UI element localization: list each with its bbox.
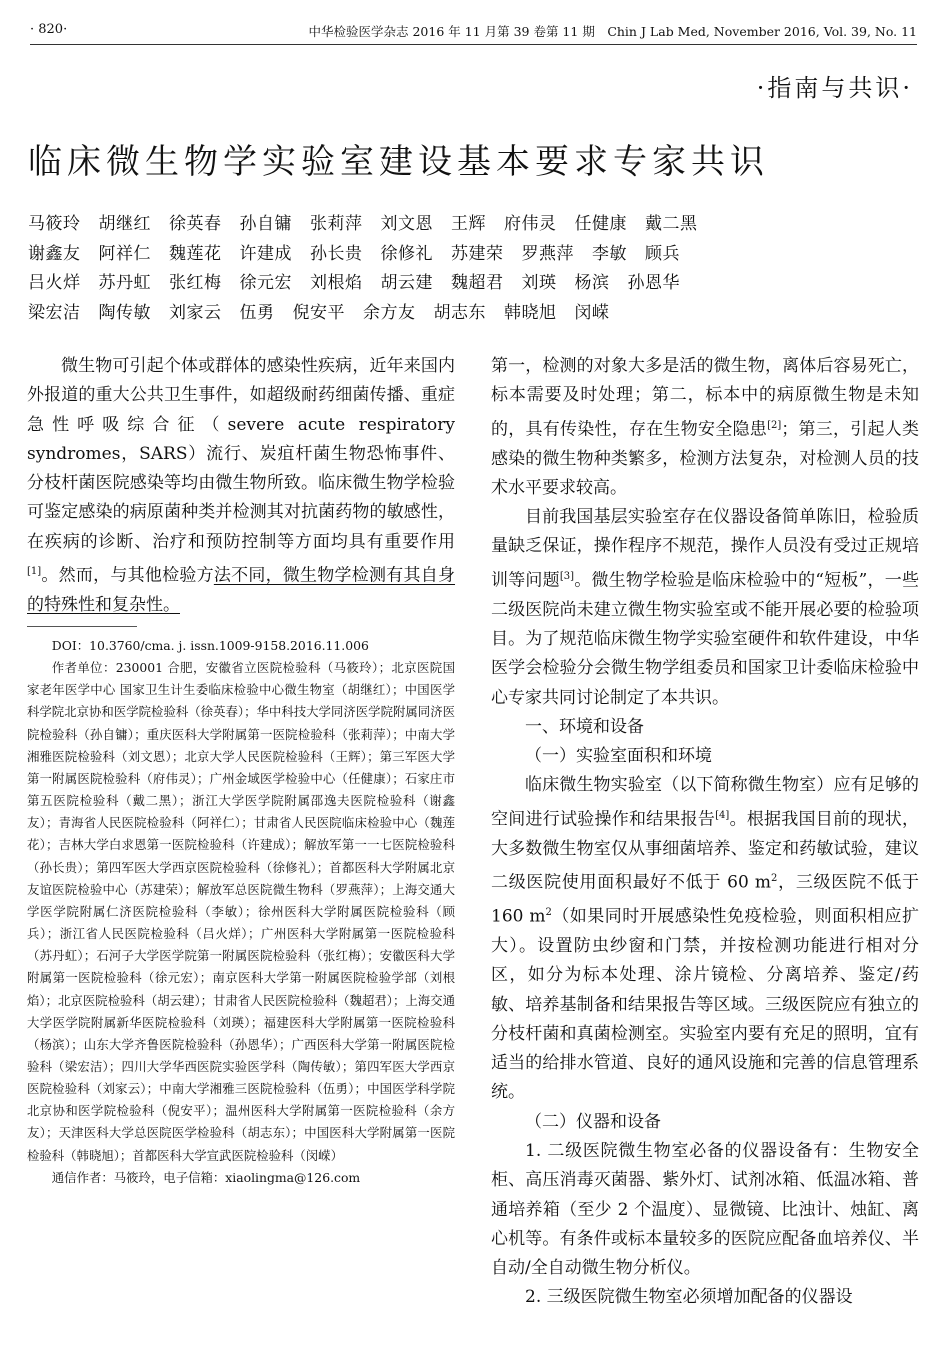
citation-ref[interactable]: [2]: [767, 419, 782, 431]
author-name: 胡继红: [98, 214, 151, 234]
author-name: 苏建荣: [451, 243, 504, 264]
author-name: 胡云建: [380, 273, 433, 294]
author-name: 张莉萍: [310, 214, 363, 234]
author-list: [28, 210, 848, 328]
paragraph-text: （如果同时开展感染性免疫检验，则面积相应扩大）。设置防虫纱窗和门禁，并按检测功能进行相对分区，如分为标本处理、涂片镜检、分离培养、鉴定/药敏、培养基制备和结果报告等区域。三级医院应有独立的分枝杆菌和真菌检测室。实验室内要有充足的照明，宜有适当的给排水管道、良好的通风设施和完善的信息管理系统。: [491, 906, 919, 1103]
author-name: 胡志东: [433, 302, 486, 323]
subsection-heading: （一）实验室面积和环境: [525, 746, 712, 767]
author-name: 孙自镛: [239, 214, 292, 234]
author-name: 刘瑛: [521, 273, 557, 294]
author-name: 府伟灵: [504, 214, 557, 234]
author-name: 伍勇: [239, 302, 275, 323]
body-paragraph: 2. 三级医院微生物室必须增加配备的仪器设: [525, 1287, 853, 1308]
correspondence: 通信作者：马筱玲，电子信箱：xiaolingma@126.com: [51, 1169, 361, 1185]
left-column: [27, 352, 455, 620]
subsection-heading: （二）仪器和设备: [525, 1111, 661, 1132]
paragraph-text: ，三级医院不低于 160 m: [491, 872, 920, 927]
author-name: 陶传敏: [98, 302, 151, 323]
footnote: [27, 635, 455, 1189]
author-name: 徐英春: [169, 214, 222, 234]
doi[interactable]: DOI：10.3760/cma. j. issn.1009-9158.2016.11.006: [51, 638, 369, 653]
author-name: 顾兵: [645, 243, 680, 264]
superscript: 2: [771, 873, 778, 885]
intro-paragraph: [27, 352, 455, 620]
paragraph-text: 第一，检测的对象大多是活的微生物，离体后容易死亡，标本需要及时处理；第二，标本中的病原微生物是未知的，具有传染性，存在生物安全隐患: [491, 356, 919, 440]
author-name: 苏丹虹: [98, 273, 151, 294]
author-name: 刘根焰: [310, 273, 363, 294]
superscript: 2: [545, 906, 552, 918]
author-name: 梁宏洁: [28, 302, 81, 323]
author-row: [28, 240, 848, 270]
section-heading: 一、环境和设备: [525, 716, 644, 737]
paragraph-text: 临床微生物实验室（以下简称微生物室）应有足够的空间进行试验操作和结果报告: [491, 775, 919, 830]
citation-ref[interactable]: [4]: [715, 809, 730, 821]
body-paragraph: [491, 771, 919, 1107]
author-name: 任健康: [574, 214, 627, 234]
author-row: [28, 299, 848, 329]
citation-ref[interactable]: [3]: [559, 570, 575, 582]
author-name: 倪安平: [292, 302, 345, 323]
paragraph-text: ；第三，引起人类感染的微生物种类繁多，检测方法复杂，对检测人员的技术水平要求较高。: [491, 419, 920, 498]
author-name: 魏莲花: [169, 243, 222, 264]
author-name: 孙长贵: [310, 243, 363, 264]
author-name: 罗燕萍: [521, 243, 574, 264]
footnote-rule: [27, 626, 137, 627]
affiliations: 作者单位：230001 合肥，安徽省立医院检验科（马筱玲）；北京医院国家老年医学中心 国家卫生计生委临床检验中心微生物室（胡继红）；中国医学科学院北京协和医学院检验科（徐英春）；华中科技大学同济医学院附属同济医院检验科（孙自镛）；重庆医科大学附属第一医院检验科（张莉萍）；中南大学湘雅医院检验科（刘文恩）；北京大学人民医院检验科（王辉）；第三军医大学第一附属医院检验科（府伟灵）；广州金域医学检验中心（任健康）；石家庄市第五医院检验科（戴二黑）；浙江大学医学院附属邵逸夫医院检验科（谢鑫友）；青海省人民医院检验科（阿祥仁）；甘肃省人民医院临床检验中心（魏莲花）；吉林大学白求恩第一医院检验科（许建成）；解放军第一一七医院检验科（孙长贵）；第四军医大学西京医院检验科（徐修礼）；首都医科大学附属北京友谊医院检验中心（苏建荣）；解放军总医院微生物科（罗燕萍）；上海交通大学医学院附属仁济医院检验科（李敏）；徐州医科大学附属医院检验科（顾兵）；浙江省人民医院检验科（吕火烊）；广州医科大学附属第一医院检验科（苏丹虹）；石河子大学医学院第一附属医院检验科（张红梅）；安徽医科大学附属第一医院检验科（徐元宏）；南京医科大学第一附属医院检验学部（刘根焰）；北京医院检验科（胡云建）；甘肃省人民医院检验科（魏超君）；上海交通大学医学院附属新华医院检验科（刘瑛）；福建医科大学附属第一医院检验科（杨滨）；山东大学齐鲁医院检验科（孙恩华）；广西医科大学第一附属医院检验科（梁宏洁）；四川大学华西医院实验医学科（陶传敏）；第四军医大学西京医院检验科（刘家云）；中南大学湘雅三医院检验科（伍勇）；中国医学科学院北京协和医学院检验科（倪安平）；温州医科大学附属第一医院检验科（余方友）；天津医科大学总医院医学检验科（胡志东）；中国医科大学附属第一医院检验科（韩晓旭）；首都医科大学宣武医院检验科（闵嵘）: [27, 660, 455, 1163]
author-name: 许建成: [239, 243, 292, 264]
paragraph-text: 。根据我国目前的现状，大多数微生物室仅从事细菌培养、鉴定和药敏试验，建议二级医院使用面积最好不低于 60 m: [491, 809, 919, 893]
author-name: 吕火烊: [28, 273, 81, 294]
paragraph-text: 。微生物学检验是临床检验中的“短板”，一些二级医院尚未建立微生物实验室或不能开展必要的检验项目。为了规范临床微生物学实验室硬件和软件建设，中华医学会检验分会微生物学组委员和国家卫计委临床检验中心专家共同讨论制定了本共识。: [491, 570, 919, 708]
running-head: [30, 20, 917, 42]
body-paragraph: 1. 二级医院微生物室必备的仪器设备有：生物安全柜、高压消毒灭菌器、紫外灯、试剂冰箱、低温冰箱、普通培养箱（至少 2 个温度）、显微镜、比浊计、烛缸、离心机等。有条件或标本量较多的医院应配备血培养仪、半自动/全自动微生物分析仪。: [491, 1141, 919, 1279]
paragraph-text: 目前我国基层实验室存在仪器设备简单陈旧，检验质量缺乏保证，操作程序不规范，操作人员没有受过正规培训等问题: [491, 507, 919, 591]
author-name: 戴二黑: [645, 214, 698, 234]
body-paragraph: [491, 503, 919, 713]
author-name: 马筱玲: [28, 214, 81, 234]
intro-text: 微生物可引起个体或群体的感染性疾病，近年来国内外报道的重大公共卫生事件，如超级耐药细菌传播、重症急性呼吸综合征（severe acute respiratory syndromes，SARS）流行、炭疽杆菌生物恐怖事件、分枝杆菌医院感染等均由微生物所致。临床微生物学检验可鉴定感染的病原菌种类并检测其对抗菌药物的敏感性，在疾病的诊断、治疗和预防控制等方面均具有重要作用: [27, 356, 455, 552]
author-name: 阿祥仁: [98, 243, 151, 264]
author-row: [28, 210, 848, 240]
author-name: 韩晓旭: [504, 302, 557, 323]
intro-text-cont: 。然而，与其他检验方: [41, 565, 214, 586]
author-name: 刘文恩: [380, 214, 433, 234]
author-name: 魏超君: [451, 273, 504, 294]
body-paragraph: [491, 352, 919, 503]
author-name: 刘家云: [169, 302, 222, 323]
section-tag: ·指南与共识·: [756, 74, 913, 102]
page-number: · 820·: [30, 22, 68, 37]
paper-title: 临床微生物学实验室建设基本要求专家共识: [28, 142, 769, 182]
citation-ref[interactable]: [1]: [27, 566, 42, 578]
author-name: 徐修礼: [380, 243, 433, 264]
intro-text-underlined: 法不同，微生物学检测有其自身的特殊性和复杂性。: [27, 565, 456, 616]
right-column: [491, 352, 919, 1313]
author-name: 谢鑫友: [28, 243, 81, 264]
journal-citation: 中华检验医学杂志 2016 年 11 月第 39 卷第 11 期 Chin J Lab Med, November 2016, Vol. 39, No. 11: [308, 24, 917, 39]
author-name: 徐元宏: [239, 273, 292, 294]
author-name: 余方友: [363, 302, 416, 323]
author-name: 王辉: [451, 214, 486, 234]
author-name: 张红梅: [169, 273, 222, 294]
author-name: 闵嵘: [574, 302, 610, 323]
author-row: [28, 269, 848, 299]
author-name: 杨滨: [574, 273, 610, 294]
header-rule: [30, 44, 917, 45]
author-name: 孙恩华: [627, 273, 680, 294]
author-name: 李敏: [592, 243, 627, 264]
